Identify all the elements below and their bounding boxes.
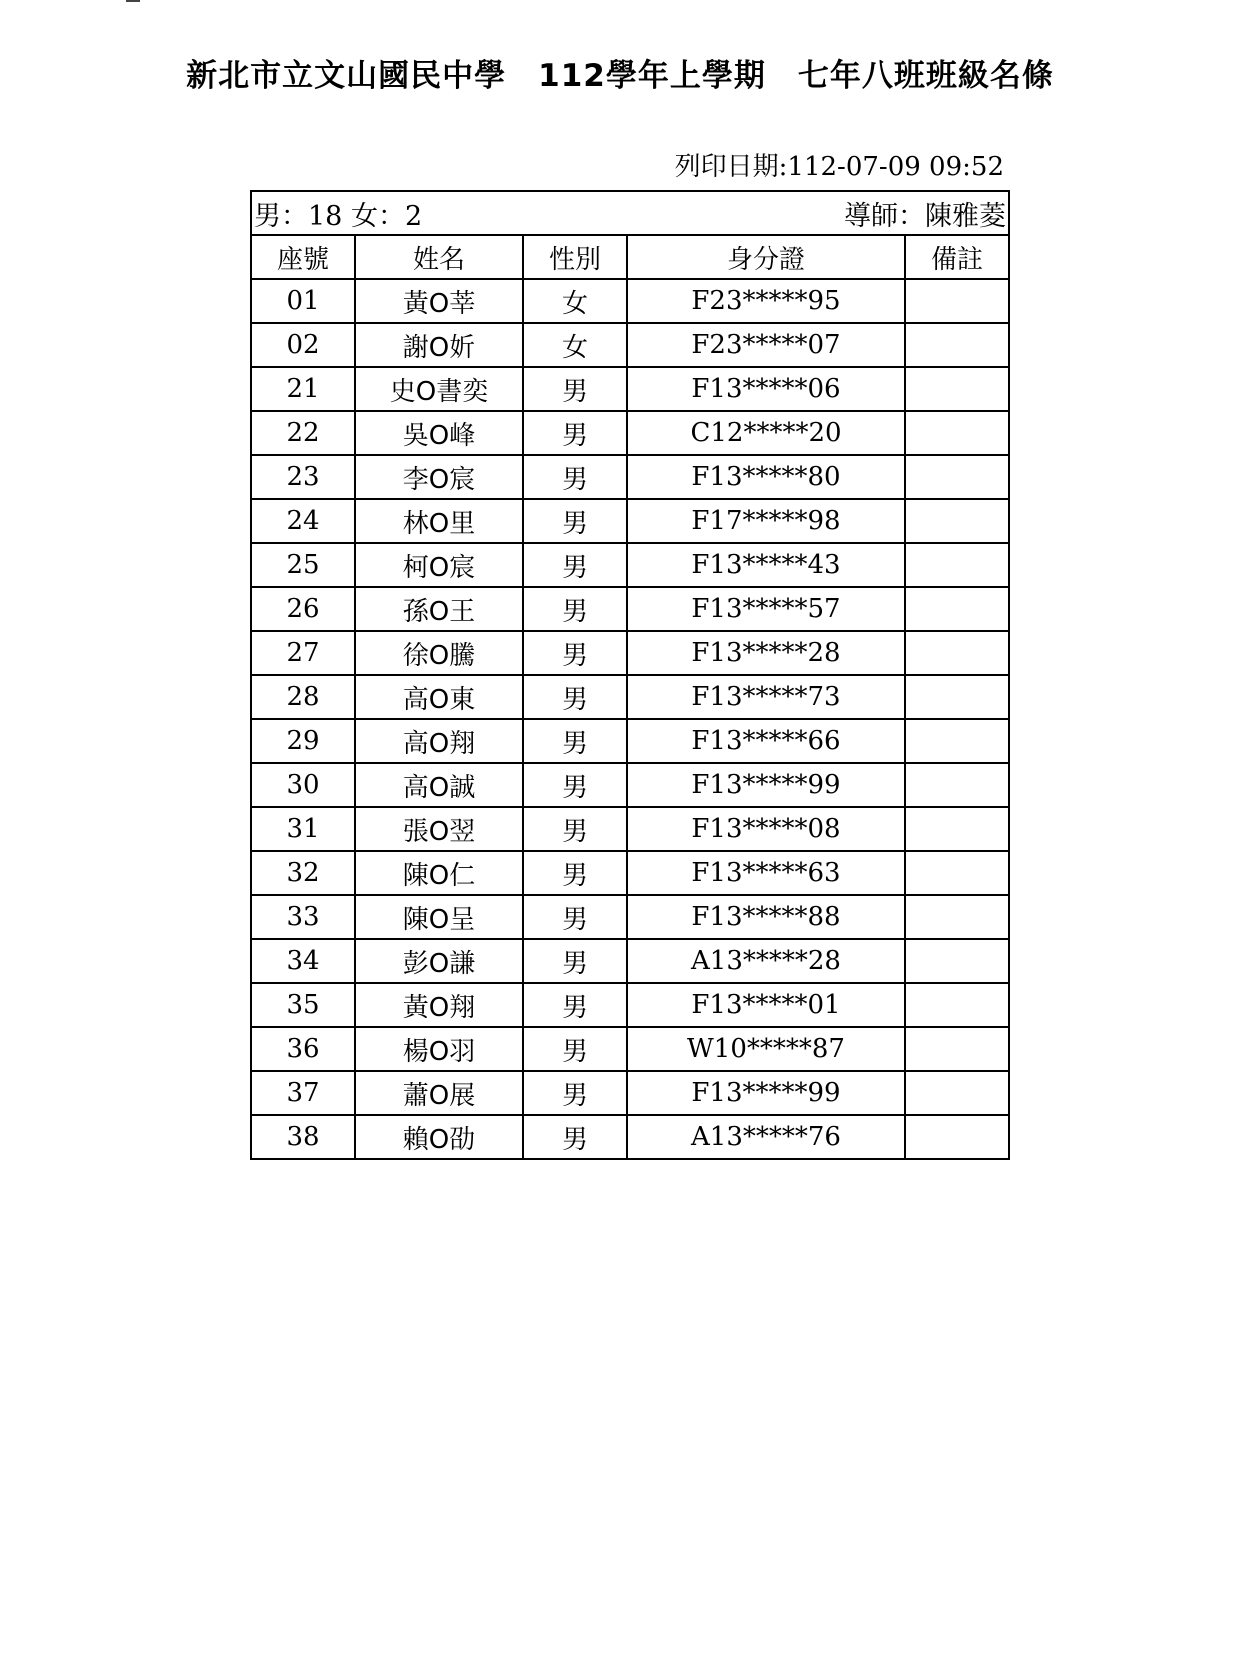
gender-cell: 男 bbox=[523, 499, 627, 543]
student-name-cell: 謝O妡 bbox=[355, 323, 523, 367]
seat-number-cell: 35 bbox=[251, 983, 355, 1027]
table-row bbox=[251, 499, 1009, 543]
stray-mark bbox=[126, 0, 140, 2]
header-row bbox=[251, 235, 1009, 279]
table-row bbox=[251, 1027, 1009, 1071]
table-row bbox=[251, 895, 1009, 939]
table-row bbox=[251, 807, 1009, 851]
gender-cell: 女 bbox=[523, 279, 627, 323]
student-name-cell: 彭O謙 bbox=[355, 939, 523, 983]
id-number-cell: C12*****20 bbox=[627, 411, 905, 455]
seat-number-cell: 33 bbox=[251, 895, 355, 939]
gender-cell: 男 bbox=[523, 1115, 627, 1159]
id-number-cell: F13*****80 bbox=[627, 455, 905, 499]
note-cell bbox=[905, 1071, 1009, 1115]
note-cell bbox=[905, 323, 1009, 367]
student-name-cell: 李O宸 bbox=[355, 455, 523, 499]
note-cell bbox=[905, 807, 1009, 851]
seat-number-cell: 28 bbox=[251, 675, 355, 719]
id-number-cell: F23*****95 bbox=[627, 279, 905, 323]
seat-number-cell: 34 bbox=[251, 939, 355, 983]
id-number-cell: A13*****28 bbox=[627, 939, 905, 983]
table-row bbox=[251, 279, 1009, 323]
id-number-cell: W10*****87 bbox=[627, 1027, 905, 1071]
id-number-cell: F23*****07 bbox=[627, 323, 905, 367]
table-row bbox=[251, 851, 1009, 895]
gender-cell: 男 bbox=[523, 631, 627, 675]
id-number-cell: F13*****57 bbox=[627, 587, 905, 631]
seat-number-cell: 30 bbox=[251, 763, 355, 807]
seat-number-cell: 29 bbox=[251, 719, 355, 763]
id-number-cell: F13*****06 bbox=[627, 367, 905, 411]
note-cell bbox=[905, 499, 1009, 543]
seat-number-cell: 02 bbox=[251, 323, 355, 367]
id-number-cell: F13*****66 bbox=[627, 719, 905, 763]
seat-number-cell: 25 bbox=[251, 543, 355, 587]
print-date: 列印日期:112-07-09 09:52 bbox=[674, 152, 1004, 182]
table-row bbox=[251, 1071, 1009, 1115]
student-name-cell: 黃O翔 bbox=[355, 983, 523, 1027]
table-row bbox=[251, 983, 1009, 1027]
id-number-cell: F13*****63 bbox=[627, 851, 905, 895]
student-name-cell: 孫O王 bbox=[355, 587, 523, 631]
note-cell bbox=[905, 587, 1009, 631]
gender-cell: 男 bbox=[523, 543, 627, 587]
student-name-cell: 張O翌 bbox=[355, 807, 523, 851]
gender-cell: 男 bbox=[523, 1027, 627, 1071]
student-name-cell: 林O里 bbox=[355, 499, 523, 543]
student-name-cell: 柯O宸 bbox=[355, 543, 523, 587]
table-row bbox=[251, 631, 1009, 675]
note-cell bbox=[905, 719, 1009, 763]
student-name-cell: 黃O莘 bbox=[355, 279, 523, 323]
gender-cell: 男 bbox=[523, 675, 627, 719]
seat-number-cell: 36 bbox=[251, 1027, 355, 1071]
student-name-cell: 史O書奕 bbox=[355, 367, 523, 411]
header-note: 備註 bbox=[905, 235, 1009, 279]
student-name-cell: 徐O騰 bbox=[355, 631, 523, 675]
table-row bbox=[251, 323, 1009, 367]
gender-cell: 男 bbox=[523, 367, 627, 411]
student-name-cell: 蕭O展 bbox=[355, 1071, 523, 1115]
note-cell bbox=[905, 851, 1009, 895]
table-row bbox=[251, 719, 1009, 763]
gender-counts: 男：18 女：2 bbox=[254, 200, 423, 232]
gender-cell: 男 bbox=[523, 587, 627, 631]
table-row bbox=[251, 455, 1009, 499]
gender-cell: 男 bbox=[523, 763, 627, 807]
seat-number-cell: 01 bbox=[251, 279, 355, 323]
table-row bbox=[251, 367, 1009, 411]
header-name: 姓名 bbox=[355, 235, 523, 279]
student-name-cell: 高O誠 bbox=[355, 763, 523, 807]
note-cell bbox=[905, 455, 1009, 499]
id-number-cell: F13*****88 bbox=[627, 895, 905, 939]
table-row bbox=[251, 543, 1009, 587]
note-cell bbox=[905, 763, 1009, 807]
seat-number-cell: 22 bbox=[251, 411, 355, 455]
table-row bbox=[251, 1115, 1009, 1159]
id-number-cell: F13*****99 bbox=[627, 1071, 905, 1115]
note-cell bbox=[905, 411, 1009, 455]
gender-cell: 男 bbox=[523, 895, 627, 939]
student-name-cell: 陳O呈 bbox=[355, 895, 523, 939]
page-title: 新北市立文山國民中學 112學年上學期 七年八班班級名條 bbox=[186, 58, 1054, 94]
note-cell bbox=[905, 895, 1009, 939]
id-number-cell: F13*****08 bbox=[627, 807, 905, 851]
note-cell bbox=[905, 1115, 1009, 1159]
gender-cell: 男 bbox=[523, 807, 627, 851]
note-cell bbox=[905, 631, 1009, 675]
note-cell bbox=[905, 1027, 1009, 1071]
seat-number-cell: 24 bbox=[251, 499, 355, 543]
summary-row bbox=[251, 191, 1009, 235]
note-cell bbox=[905, 939, 1009, 983]
seat-number-cell: 23 bbox=[251, 455, 355, 499]
seat-number-cell: 26 bbox=[251, 587, 355, 631]
note-cell bbox=[905, 675, 1009, 719]
seat-number-cell: 21 bbox=[251, 367, 355, 411]
table-row bbox=[251, 675, 1009, 719]
table-row bbox=[251, 763, 1009, 807]
header-id: 身分證 bbox=[627, 235, 905, 279]
seat-number-cell: 38 bbox=[251, 1115, 355, 1159]
student-name-cell: 吳O峰 bbox=[355, 411, 523, 455]
student-name-cell: 賴O劭 bbox=[355, 1115, 523, 1159]
student-name-cell: 楊O羽 bbox=[355, 1027, 523, 1071]
id-number-cell: F17*****98 bbox=[627, 499, 905, 543]
table-row bbox=[251, 587, 1009, 631]
gender-cell: 男 bbox=[523, 455, 627, 499]
header-seat: 座號 bbox=[251, 235, 355, 279]
gender-cell: 男 bbox=[523, 1071, 627, 1115]
id-number-cell: F13*****99 bbox=[627, 763, 905, 807]
note-cell bbox=[905, 543, 1009, 587]
student-name-cell: 陳O仁 bbox=[355, 851, 523, 895]
gender-cell: 男 bbox=[523, 851, 627, 895]
table-row bbox=[251, 939, 1009, 983]
note-cell bbox=[905, 983, 1009, 1027]
id-number-cell: F13*****28 bbox=[627, 631, 905, 675]
note-cell bbox=[905, 367, 1009, 411]
table-row bbox=[251, 411, 1009, 455]
seat-number-cell: 37 bbox=[251, 1071, 355, 1115]
seat-number-cell: 27 bbox=[251, 631, 355, 675]
gender-cell: 女 bbox=[523, 323, 627, 367]
id-number-cell: F13*****73 bbox=[627, 675, 905, 719]
gender-cell: 男 bbox=[523, 939, 627, 983]
gender-cell: 男 bbox=[523, 411, 627, 455]
gender-cell: 男 bbox=[523, 719, 627, 763]
homeroom-teacher: 導師：陳雅菱 bbox=[844, 200, 1007, 232]
roster-table bbox=[250, 190, 1010, 1160]
note-cell bbox=[905, 279, 1009, 323]
summary-cell bbox=[251, 191, 1009, 235]
id-number-cell: F13*****43 bbox=[627, 543, 905, 587]
id-number-cell: A13*****76 bbox=[627, 1115, 905, 1159]
seat-number-cell: 32 bbox=[251, 851, 355, 895]
gender-cell: 男 bbox=[523, 983, 627, 1027]
header-gender: 性別 bbox=[523, 235, 627, 279]
seat-number-cell: 31 bbox=[251, 807, 355, 851]
student-name-cell: 高O翔 bbox=[355, 719, 523, 763]
student-name-cell: 高O東 bbox=[355, 675, 523, 719]
roster-body bbox=[251, 191, 1009, 1159]
id-number-cell: F13*****01 bbox=[627, 983, 905, 1027]
